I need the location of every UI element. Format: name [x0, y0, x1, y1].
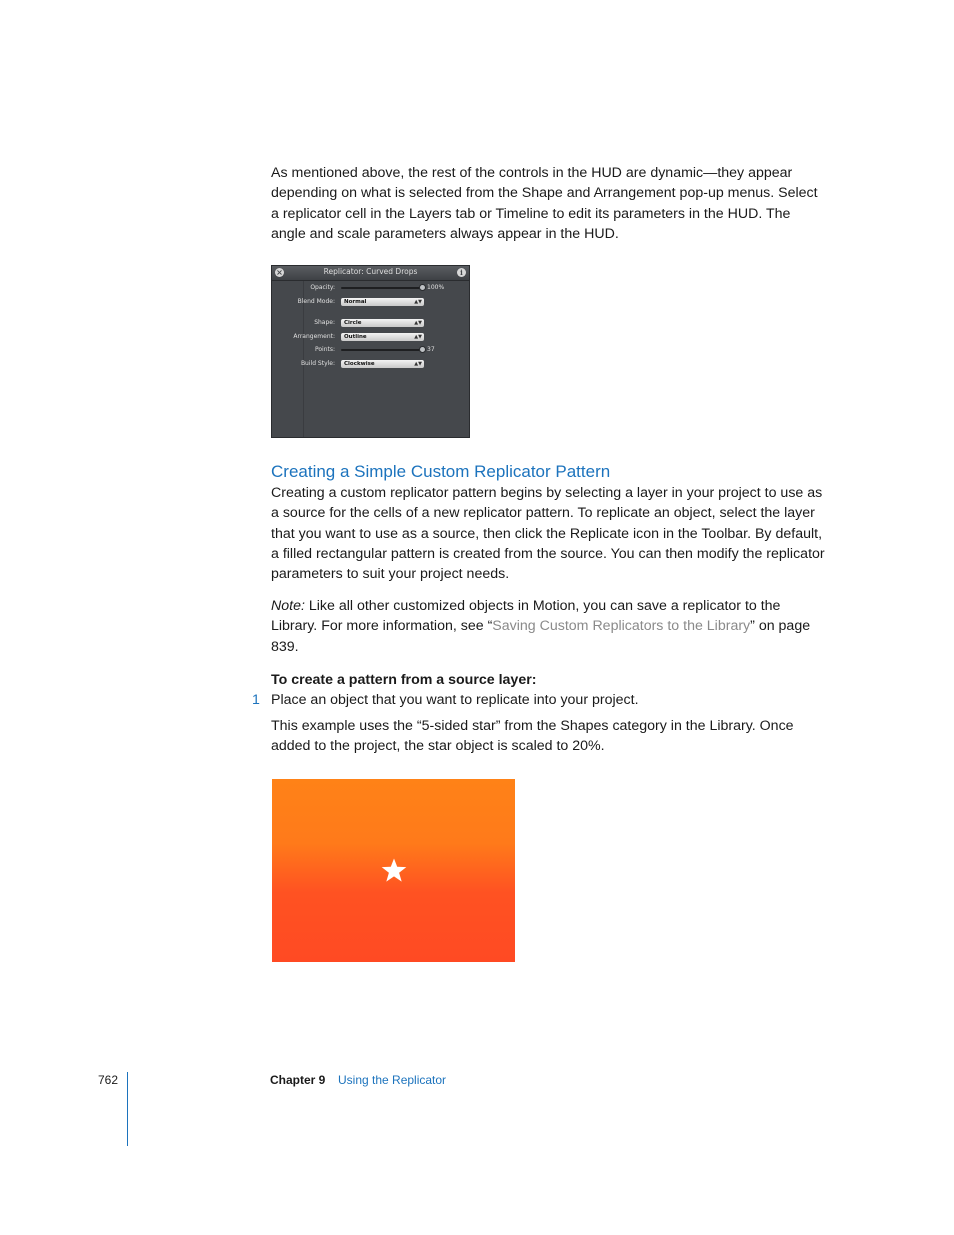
intro-paragraph: As mentioned above, the rest of the controls in the HUD are dynamic—they appear depending on what is selected from the Shape and Arrangement pop-up menus. Select a replicator cell in the Layers tab or Timeline to edit its parameters in the HUD. The angle and scale parameters always appear in the HUD.: [271, 165, 818, 242]
points-label: Points:: [314, 346, 335, 353]
build-style-label: Build Style:: [300, 360, 335, 367]
arrangement-popup[interactable]: [341, 333, 424, 341]
shape-label: Shape:: [314, 319, 335, 326]
shape-popup[interactable]: [341, 319, 424, 327]
star-icon: [381, 858, 407, 883]
canvas-screenshot: [272, 779, 515, 962]
popup-arrows-icon: ▲▼: [414, 320, 422, 326]
arrangement-label: Arrangement:: [293, 333, 335, 340]
step-number: 1: [252, 692, 260, 708]
shape-value: Circle: [344, 320, 362, 326]
blend-mode-row: [272, 297, 470, 307]
build-style-value: Clockwise: [344, 361, 375, 367]
blend-mode-value: Normal: [344, 299, 367, 305]
points-row: [272, 345, 470, 355]
footer-rule: [127, 1072, 128, 1146]
arrangement-row: [272, 332, 470, 342]
opacity-slider-knob[interactable]: [419, 284, 426, 291]
step-text: Place an object that you want to replicate into your project.: [271, 692, 639, 708]
task-heading: To create a pattern from a source layer:: [271, 672, 537, 688]
shape-row: [272, 318, 470, 328]
popup-arrows-icon: ▲▼: [414, 299, 422, 305]
arrangement-value: Outline: [344, 334, 367, 340]
blend-mode-popup[interactable]: [341, 298, 424, 306]
note-text-before: Like all other customized objects in Motion, you can save a replicator to the Library. For more information, see “: [271, 598, 781, 635]
page-number: 762: [98, 1073, 119, 1087]
popup-arrows-icon: ▲▼: [414, 334, 422, 340]
opacity-value: 100%: [427, 284, 445, 291]
opacity-slider[interactable]: [341, 287, 422, 289]
chapter-title-link[interactable]: Using the Replicator: [338, 1073, 447, 1087]
hud-titlebar: [272, 266, 469, 281]
example-paragraph: This example uses the “5-sided star” from the Shapes category in the Library. Once added to the project, the star object is scaled to 20%.: [271, 718, 794, 755]
opacity-label: Opacity:: [310, 284, 335, 291]
popup-arrows-icon: ▲▼: [414, 361, 422, 367]
opacity-row: [272, 283, 470, 293]
points-slider-knob[interactable]: [419, 346, 426, 353]
build-style-row: [272, 359, 470, 369]
points-slider[interactable]: [341, 349, 422, 351]
build-style-popup[interactable]: [341, 360, 424, 368]
note-paragraph: [271, 596, 827, 657]
points-value: 37: [427, 346, 435, 353]
hud-title: Replicator: Curved Drops: [323, 267, 418, 276]
blend-mode-label: Blend Mode:: [297, 298, 335, 305]
note-text-after: ” on page 839.: [271, 618, 811, 655]
close-icon[interactable]: ×: [276, 268, 283, 277]
section-heading: Creating a Simple Custom Replicator Pattern: [271, 462, 611, 481]
chapter-label: Chapter 9: [270, 1073, 326, 1087]
note-label: Note:: [271, 598, 305, 614]
replicator-hud-screenshot: [271, 265, 470, 438]
cross-reference-link[interactable]: Saving Custom Replicators to the Library: [492, 618, 751, 635]
section-paragraph: Creating a custom replicator pattern begins by selecting a layer in your project to use as a source for the cells of a new replicator pattern. To replicate an object, select the layer that you want to use as a source, then click the Replicate icon in the Toolbar. By default, a filled rectangular pattern is created from the source. You can then modify the replicator parameters to suit your project needs.: [271, 485, 825, 583]
info-icon[interactable]: i: [457, 268, 466, 277]
